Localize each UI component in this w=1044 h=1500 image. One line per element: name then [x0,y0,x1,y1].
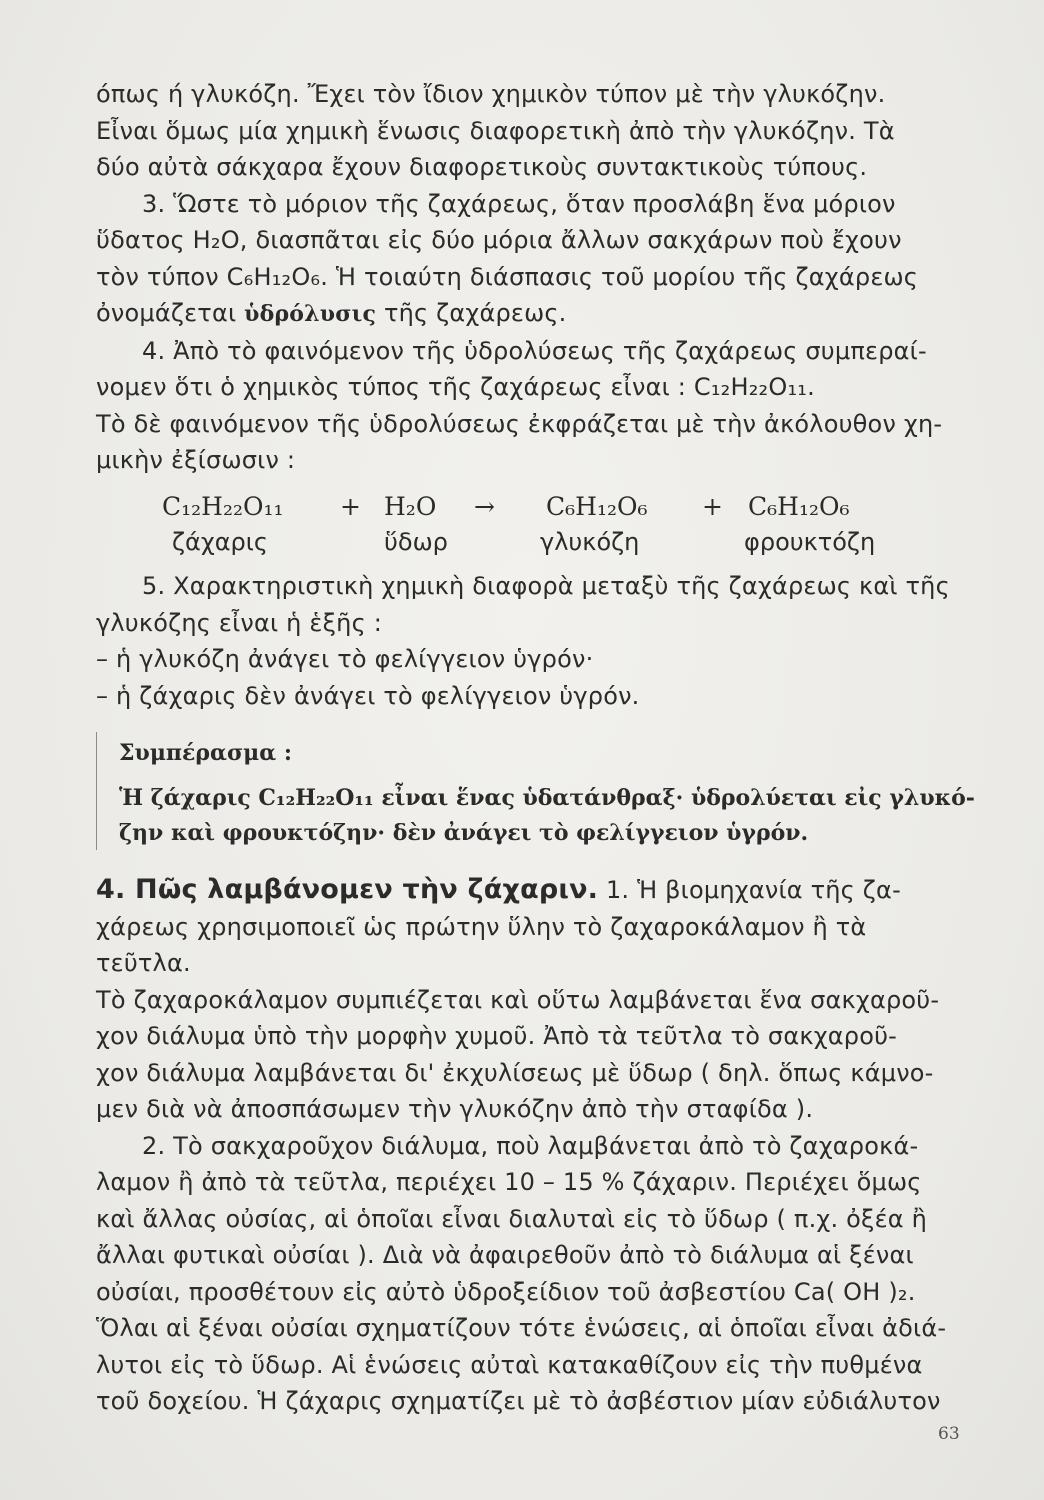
para3-line-4b: τῆς ζαχάρεως. [376,299,567,327]
eq-fructose-formula: C₆H₁₂O₆ [748,492,850,521]
conclusion-line-2: ζην καὶ φρουκτόζην· δὲν ἀνάγει τὸ φελίγγειον ὑγρόν. [119,820,809,846]
para4-line-4: μικὴν ἐξίσωσιν : [96,446,296,474]
para-s2-line-6: Ὅλαι αἱ ξέναι οὐσίαι σχηματίζουν τότε ἑνώσεις, αἱ ὁποῖαι εἶναι ἀδιά- [96,1314,947,1342]
para4-line-1: 4. Ἀπὸ τὸ φαινόμενον τῆς ὑδρολύσεως τῆς ζαχάρεως συμπεραί- [142,336,927,365]
conclusion-title: Συμπέρασμα : [119,740,292,766]
eq-name-water: ὕδωρ [384,528,448,556]
para3-line-4a: ὀνομάζεται [96,299,245,327]
eq-name-glucose: γλυκόζη [540,528,640,556]
text-block-section4 [96,872,964,1420]
section4-line-5: χον διάλυμα λαμβάνεται δι' ἐκχυλίσεως μὲ ὕδωρ ( δηλ. ὅπως κάμνο- [96,1058,934,1087]
para5-line-3: – ἡ γλυκόζη ἀνάγει τὸ φελίγγειον ὑγρόν· [96,645,594,673]
eq-plus-1: + [340,492,361,521]
para5-line-1: 5. Χαρακτηριστικὴ χημικὴ διαφορὰ μεταξὺ τῆς ζαχάρεως καὶ τῆς [142,572,950,600]
eq-arrow: → [474,492,495,521]
para-s2-line-4: ἄλλαι φυτικαὶ οὐσίαι ). Διὰ νὰ ἀφαιρεθοῦν ἀπὸ τὸ διάλυμα αἱ ξέναι [96,1241,914,1269]
eq-water-formula: H₂O [384,492,437,521]
section4-line-1 [96,872,964,909]
section-heading: 4. Πῶς λαμβάνομεν τὴν ζάχαριν. [96,874,599,905]
para3-line-3: τὸν τύπον C₆H₁₂O₆. Ἡ τοιαύτη διάσπασις τοῦ μορίου τῆς ζαχάρεως [96,262,919,291]
conclusion-line-1: Ἡ ζάχαρις C₁₂H₂₂O₁₁ εἶναι ἕνας ὑδατάνθραξ· ὑδρολύεται εἰς γλυκό- [119,785,975,811]
eq-sucrose-formula: C₁₂H₂₂O₁₁ [162,492,284,521]
para-s2-line-8: τοῦ δοχείου. Ἡ ζάχαρις σχηματίζει μὲ τὸ ἀσβέστιον μίαν εὐδιάλυτον [96,1387,941,1415]
para3-line-4 [96,295,964,333]
para5-line-2: γλυκόζης εἶναι ἡ ἑξῆς : [96,608,382,637]
eq-plus-2: + [702,492,723,521]
para4-line-2: νομεν ὅτι ὁ χημικὸς τύπος τῆς ζαχάρεως εἶναι : C₁₂H₂₂O₁₁. [96,373,815,401]
intro-line-3: δύο αὐτὰ σάκχαρα ἔχουν διαφορετικοὺς συντακτικοὺς τύπους. [96,153,868,181]
para-s2-line-7: λυτοι εἰς τὸ ὕδωρ. Αἱ ἑνώσεις αὐταὶ κατακαθίζουν εἰς τὴν πυθμένα [96,1350,923,1379]
text-block-para5 [96,568,964,714]
eq-name-fructose: φρουκτόζη [744,528,876,556]
para5-line-4: – ἡ ζάχαρις δὲν ἀνάγει τὸ φελίγγειον ὑγρόν. [96,681,640,710]
section4-line-2: χάρεως χρησιμοποιεῖ ὡς πρώτην ὕλην τὸ ζαχαροκάλαμον ἢ τὰ τεῦτλα. [96,912,867,977]
eq-name-sucrose: ζάχαρις [172,528,268,556]
para-s2-line-1: 2. Τὸ σακχαροῦχον διάλυμα, ποὺ λαμβάνεται ἀπὸ τὸ ζαχαροκά- [142,1131,919,1160]
text-block-top [96,76,964,479]
section4-line-3: Τὸ ζαχαροκάλαμον συμπιέζεται καὶ οὕτω λαμβάνεται ἕνα σακχαροῦ- [96,985,940,1014]
conclusion-box [96,732,987,850]
intro-line-1: όπως ή γλυκόζη. Ἔχει τὸν ἴδιον χημικὸν τύπον μὲ τὴν γλυκόζην. [96,80,886,108]
page-number: 63 [938,1424,960,1444]
para-s2-line-2: λαμον ἢ ἀπὸ τὰ τεῦτλα, περιέχει 10 – 15 % ζάχαριν. Περιέχει ὅμως [96,1168,922,1196]
para-s2-line-5: οὐσίαι, προσθέτουν εἰς αὐτὸ ὑδροξείδιον τοῦ ἀσβεστίου Ca( OH )₂. [96,1277,916,1306]
eq-glucose-formula: C₆H₁₂O₆ [546,492,648,521]
section4-line-1-rest: 1. Ἡ βιομηχανία τῆς ζα- [598,876,901,904]
intro-line-2: Εἶναι ὅμως μία χημικὴ ἕνωσις διαφορετικὴ ἀπὸ τὴν γλυκόζην. Τὰ [96,116,895,145]
para4-line-3: Τὸ δὲ φαινόμενον τῆς ὑδρολύσεως ἐκφράζεται μὲ τὴν ἀκόλουθον χη- [96,409,943,438]
section4-line-6: μεν διὰ νὰ ἀποσπάσωμεν τὴν γλυκόζην ἀπὸ τὴν σταφίδα ). [96,1095,814,1123]
hydrolysis-term: ὑδρόλυσις [244,301,377,327]
para3-line-1: 3. Ὥστε τὸ μόριον τῆς ζαχάρεως, ὅταν προσλάβη ἕνα μόριον [142,189,896,218]
para-s2-line-3: καὶ ἄλλας οὐσίας, αἱ ὁποῖαι εἶναι διαλυταὶ εἰς τὸ ὕδωρ ( π.χ. ὀξέα ἢ [96,1204,928,1233]
section4-line-4: χον διάλυμα ὑπὸ τὴν μορφὴν χυμοῦ. Ἀπὸ τὰ τεῦτλα τὸ σακχαροῦ- [96,1022,898,1050]
para3-line-2: ὕδατος H₂O, διασπᾶται εἰς δύο μόρια ἄλλων σακχάρων ποὺ ἔχουν [96,226,902,254]
